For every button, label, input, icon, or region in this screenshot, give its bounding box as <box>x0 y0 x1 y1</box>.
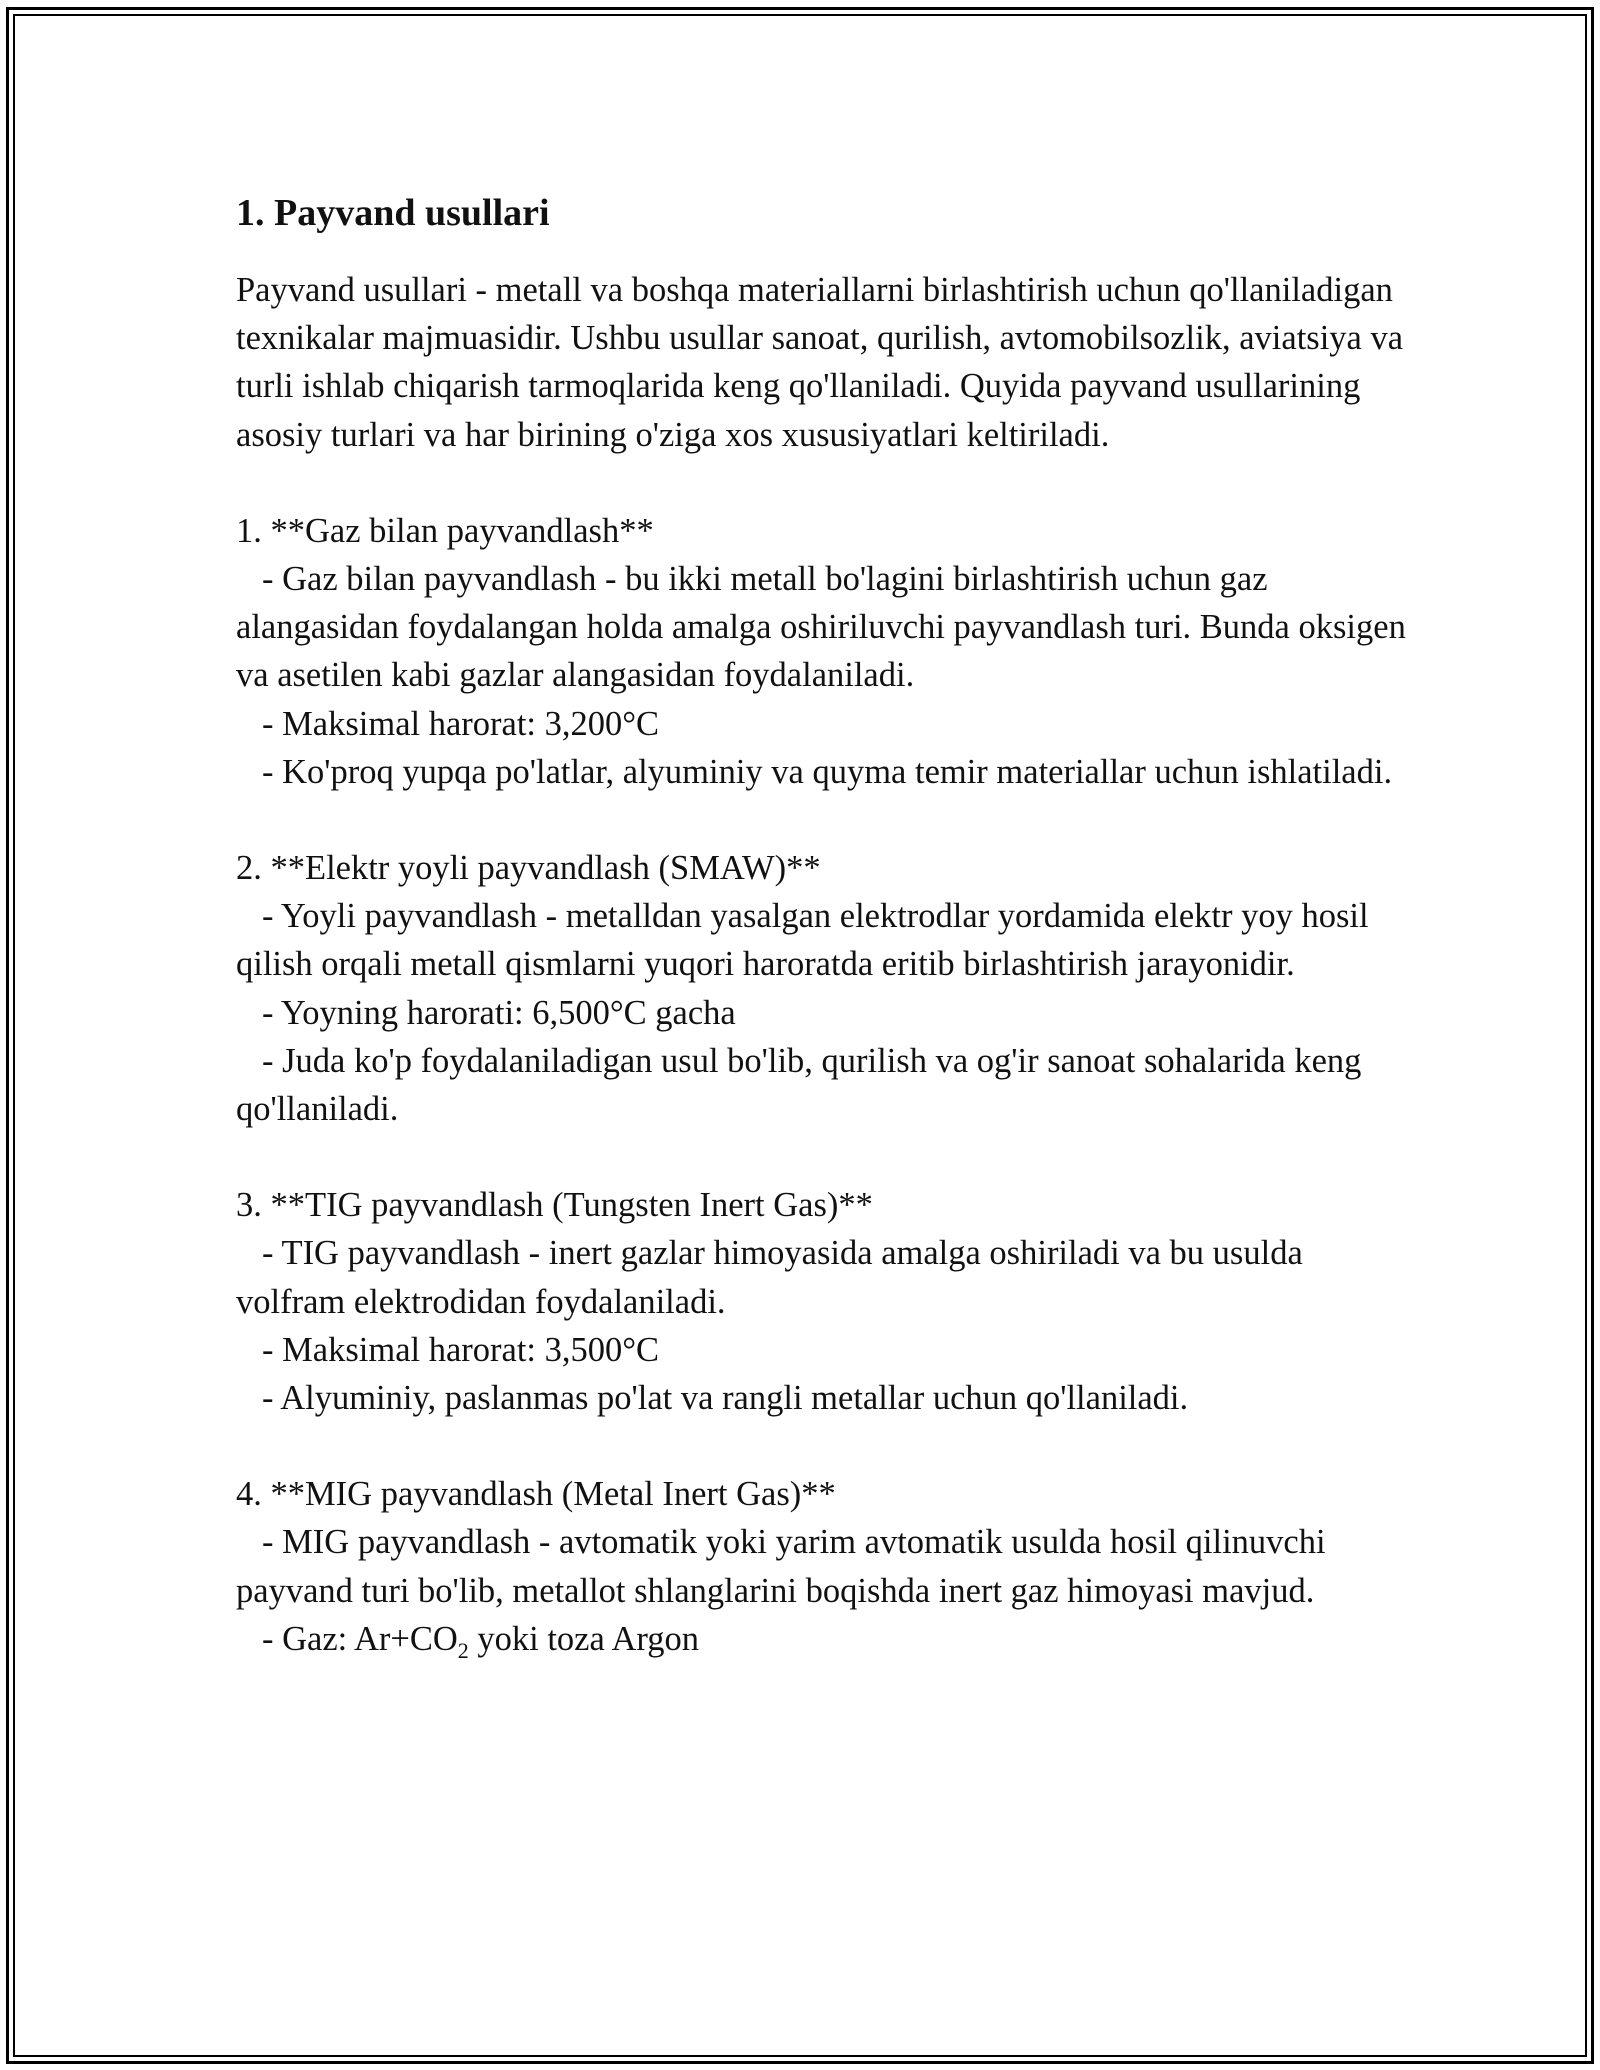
bullet-item: - Maksimal harorat: 3,200°C <box>262 704 660 743</box>
subscript: 2 <box>457 1637 469 1663</box>
bullet-item: - TIG payvandlash - inert gazlar himoyasida amalga oshiriladi va bu usulda volfram elektrodidan foydalaniladi. <box>236 1234 1303 1321</box>
section-tig-welding <box>236 1181 1416 1422</box>
bullet-item: - MIG payvandlash - avtomatik yoki yarim avtomatik usulda hosil qilinuvchi payvand turi bo'lib, metallot shlanglarini boqishda inert gaz himoyasi mavjud. <box>236 1523 1326 1610</box>
document-body <box>236 186 1416 1663</box>
bullet-item: - Yoyning harorati: 6,500°C gacha <box>262 993 736 1032</box>
section-title: 1. **Gaz bilan payvandlash** <box>236 511 654 550</box>
bullet-item: - Maksimal harorat: 3,500°C <box>262 1330 660 1369</box>
bullet-item: - Yoyli payvandlash - metalldan yasalgan elektrodlar yordamida elektr yoy hosil qilish orqali metall qismlarni yuqori haroratda eritib birlashtirish jarayonidir. <box>236 897 1369 984</box>
intro-paragraph: Payvand usullari - metall va boshqa materiallarni birlashtirish uchun qo'llaniladigan texnikalar majmuasidir. Ushbu usullar sanoat, qurilish, avtomobilsozlik, aviatsiya va turli ishlab chiqarish tarmoqlarida keng qo'llaniladi. Quyida payvand usullarining asosiy turlari va har birining o'ziga xos xususiyatlari keltiriladi. <box>236 271 1404 454</box>
gas-line: - Gaz: $Ar+CO_2$ yoki toza Argon <box>262 1619 700 1663</box>
section-title: 3. **TIG payvandlash (Tungsten Inert Gas)** <box>236 1186 873 1225</box>
bullet-item: - Juda ko'p foydalaniladigan usul bo'lib, qurilish va og'ir sanoat sohalarida keng qo'llaniladi. <box>236 1041 1362 1129</box>
bullet-item: - Gaz bilan payvandlash - bu ikki metall bo'lagini birlashtirish uchun gaz alangasidan foydalangan holda amalga oshiriluvchi payvandlash turi. Bunda oksigen va asetilen kabi gazlar alangasidan foydalaniladi. <box>236 560 1406 695</box>
bullet-item: - Alyuminiy, paslanmas po'lat va rangli metallar uchun qo'llaniladi. <box>262 1379 1189 1418</box>
section-gas-welding <box>236 507 1416 796</box>
section-title: 2. **Elektr yoyli payvandlash (SMAW)** <box>236 849 821 888</box>
bullet-item: - Ko'proq yupqa po'latlar, alyuminiy va quyma temir materiallar uchun ishlatiladi. <box>262 752 1393 791</box>
section-mig-welding <box>236 1470 1416 1663</box>
section-arc-welding <box>236 844 1416 1133</box>
document-heading: 1. Payvand usullari <box>236 192 550 234</box>
section-title: 4. **MIG payvandlash (Metal Inert Gas)** <box>236 1475 836 1514</box>
